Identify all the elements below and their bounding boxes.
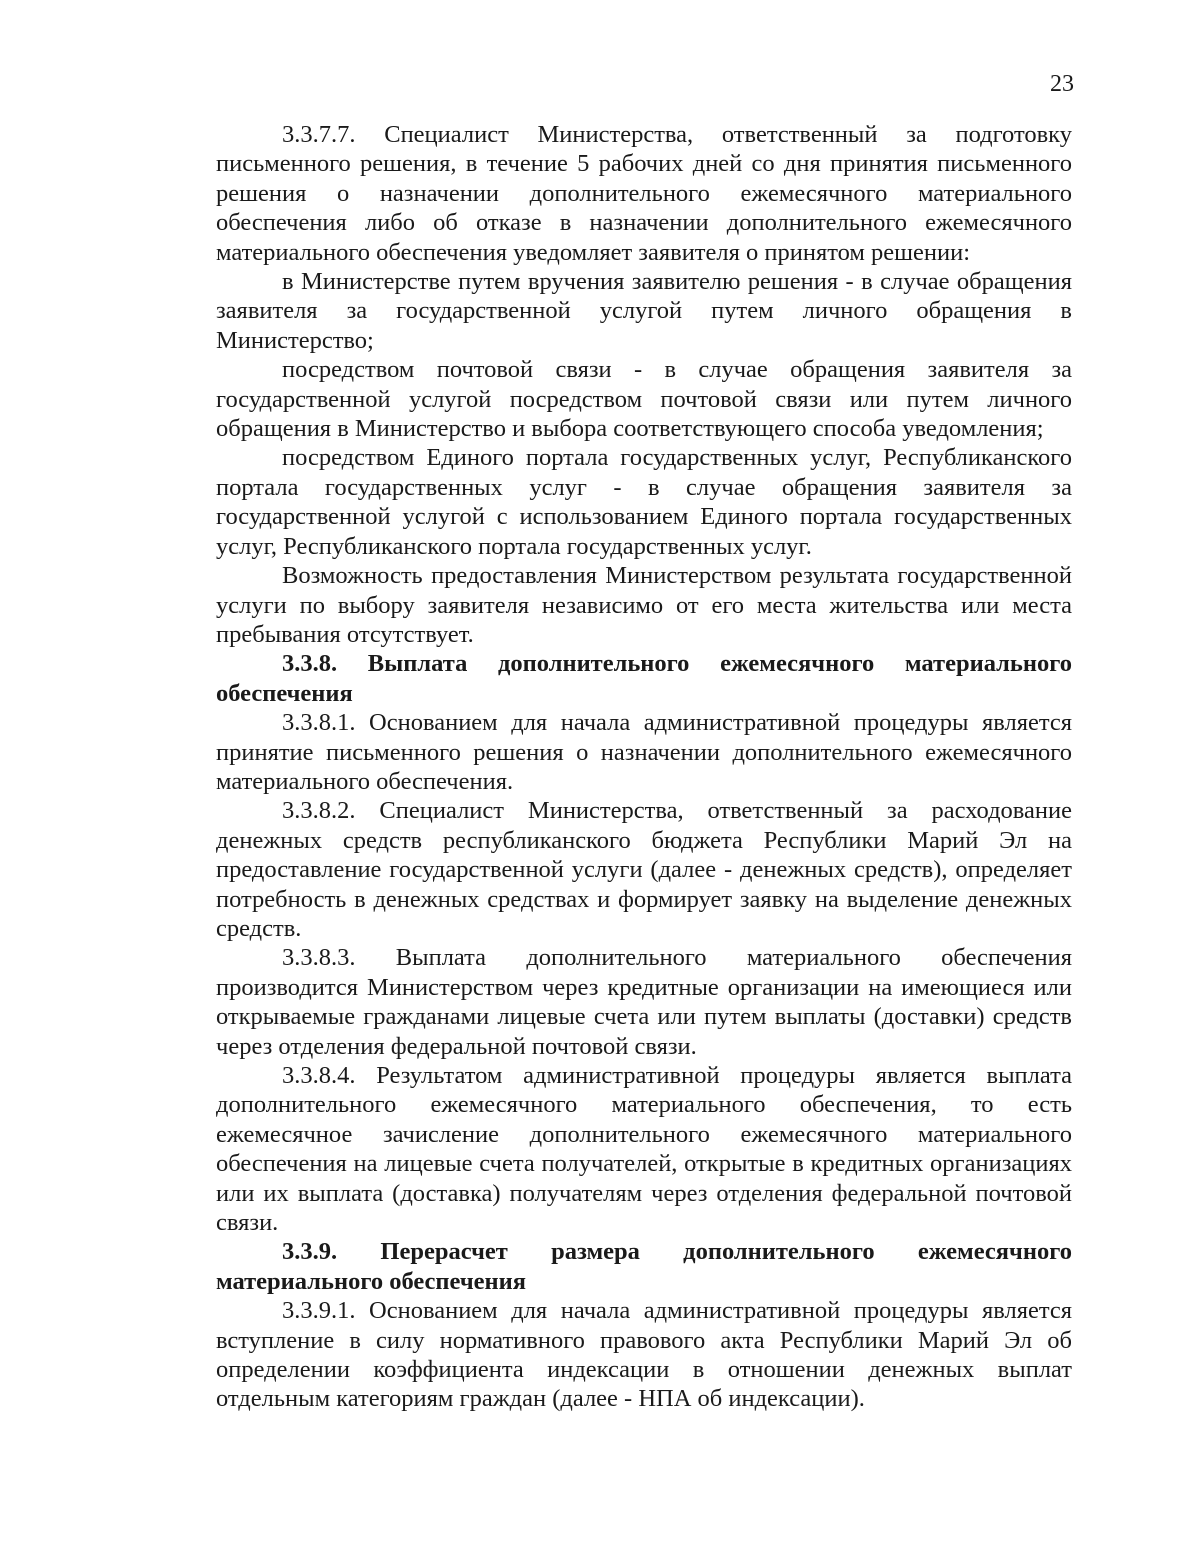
page-number: 23 — [1050, 71, 1074, 97]
paragraph: 3.3.8.1. Основанием для начала административной процедуры является принятие письменного решения о назначении дополнительного ежемесячного материального обеспечения. — [216, 709, 1072, 795]
paragraph: посредством Единого портала государственных услуг, Республиканского портала государственных услуг - в случае обращения заявителя за государственной услугой с использованием Единого портала государственных услуг, Республиканского портала государственных услуг. — [216, 444, 1072, 560]
paragraph: Возможность предоставления Министерством результата государственной услуги по выбору заявителя независимо от его места жительства или места пребывания отсутствует. — [216, 562, 1072, 648]
paragraph: 3.3.8.3. Выплата дополнительного материального обеспечения производится Министерством через кредитные организации на имеющиеся или открываемые гражданами лицевые счета или путем выплаты (доставки) средств через отделения федеральной почтовой связи. — [216, 944, 1072, 1060]
paragraph: 3.3.7.7. Специалист Министерства, ответственный за подготовку письменного решения, в течение 5 рабочих дней со дня принятия письменного решения о назначении дополнительного ежемесячного материального обеспечения либо об отказе в назначении дополнительного ежемесячного материального обеспечения уведомляет заявителя о принятом решении: — [216, 121, 1072, 266]
paragraph: в Министерстве путем вручения заявителю решения - в случае обращения заявителя за государственной услугой путем личного обращения в Министерство; — [216, 268, 1072, 354]
section-heading: 3.3.8. Выплата дополнительного ежемесячного материального обеспечения — [216, 650, 1072, 707]
paragraph: 3.3.9.1. Основанием для начала административной процедуры является вступление в силу нормативного правового акта Республики Марий Эл об определении коэффициента индексации в отношении денежных выплат отдельным категориям граждан (далее - НПА об индексации). — [216, 1297, 1072, 1413]
paragraph: 3.3.8.2. Специалист Министерства, ответственный за расходование денежных средств республиканского бюджета Республики Марий Эл на предоставление государственной услуги (далее - денежных средств), определяет потребность в денежных средствах и формирует заявку на выделение денежных средств. — [216, 797, 1072, 942]
section-heading: 3.3.9. Перерасчет размера дополнительного ежемесячного материального обеспечения — [216, 1238, 1072, 1295]
document-body — [216, 120, 1072, 1414]
paragraph: посредством почтовой связи - в случае обращения заявителя за государственной услугой посредством почтовой связи или путем личного обращения в Министерство и выбора соответствующего способа уведомления; — [216, 356, 1072, 443]
paragraph: 3.3.8.4. Результатом административной процедуры является выплата дополнительного ежемесячного материального обеспечения, то есть ежемесячное зачисление дополнительного ежемесячного материального обеспечения на лицевые счета получателей, открытые в кредитных организациях или их выплата (доставка) получателям через отделения федеральной почтовой связи. — [216, 1062, 1072, 1237]
